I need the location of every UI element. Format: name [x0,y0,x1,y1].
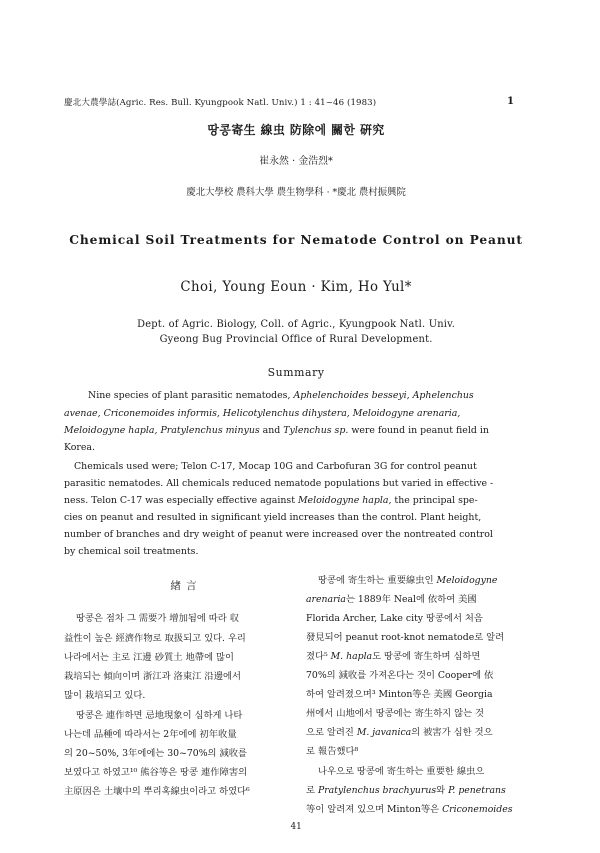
english-authors: Choi, Young Eoun · Kim, Ho Yul* [180,279,412,295]
species-name: Tylenchus sp. [283,425,349,436]
body-text: 졌다⁵ [306,651,331,662]
summary-line [64,408,460,419]
body-line: 의 20~50%, 3年에에는 30~70%의 減收를 [64,748,248,759]
species-name: Aphelenchoides besseyi, Aphelenchus [293,390,474,401]
body-text: 도 땅콩에 寄生하며 심하면 [372,651,481,662]
body-line: 땅콩은 連作하면 忌地現象이 심하게 나타 [76,710,243,721]
body-text: 의 被害가 심한 것으 [411,727,493,738]
summary-line: Korea. [64,442,95,453]
body-line [306,724,493,738]
species-name: P. penetrans [448,785,506,796]
body-line: 70%의 減收를 가져온다는 것이 Cooper에 依 [306,670,494,681]
affiliation-line-2: Gyeong Bug Provincial Office of Rural Development. [159,334,433,345]
summary-text: ness. Telon C-17 was especially effective against [64,495,298,506]
species-name: Pratylenchus brachyurus [317,785,437,796]
species-name: M. javanica [356,727,412,738]
introduction-heading: 緖 言 [170,580,198,592]
body-line: 로 報告했다⁸ [306,746,359,757]
body-line [306,591,477,605]
body-line: 하여 알려졌으며³ Minton等은 美國 Georgia [306,689,493,700]
species-name: Meloidogyne hapla, Pratylenchus minyus [64,425,260,436]
body-line [306,648,480,662]
summary-line: cies on peanut and resulted in significant yield increases than the control. Plant height, [64,512,482,523]
body-text: 와 [436,785,449,796]
body-line: 나우으로 땅콩에 寄生하는 重要한 線虫으 [318,766,485,777]
body-line: 땅콩은 점차 그 需要가 增加됨에 따라 収 [76,613,240,624]
summary-text: and [259,425,284,436]
body-line: 보였다고 하였고¹⁰ 熊谷等은 땅콩 連作障害의 [64,767,248,778]
species-name: avenae, Criconemoides informis, Helicotylenchus dihystera, Meloidogyne arenaria, [64,408,461,419]
summary-line: Chemicals used were; Telon C-17, Mocap 10G and Carbofuran 3G for control peanut [74,461,477,472]
body-line: 栽培되는 傾向이며 浙江과 洛東江 沿邊에서 [64,671,241,682]
summary-line [88,390,474,401]
korean-authors: 崔永然 · 金浩烈* [259,156,333,167]
body-line: 나라에서는 主로 江邊 砂質土 地帶에 많이 [64,652,234,663]
summary-text: the principal spe- [391,495,478,506]
summary-line: parasitic nematodes. All chemicals reduced nematode populations but varied in effective - [64,478,494,489]
body-text: 로 [306,785,318,796]
body-text: 땅콩에 寄生하는 重要線虫인 [318,575,437,586]
body-line [318,572,497,586]
page-corner-number: 1 [507,96,514,107]
body-line [306,782,506,796]
body-line: 많이 栽培되고 있다. [64,690,146,701]
summary-heading: Summary [267,366,325,379]
korean-affiliation: 慶北大學校 農科大學 農生物學科 · *慶北 農村振興院 [186,187,406,198]
affiliation-line-1: Dept. of Agric. Biology, Coll. of Agric., Kyungpook Natl. Univ. [137,319,456,330]
summary-line [64,495,478,506]
summary-line: by chemical soil treatments. [64,546,199,557]
summary-line [64,425,489,436]
body-line: 發見되어 peanut root-knot nematode로 알려 [306,632,505,643]
summary-line: number of branches and dry weight of peanut were increased over the nontreated control [64,529,493,540]
body-line: 州에서 山地에서 땅콩에는 寄生하지 않는 것 [306,708,485,719]
species-name: Meloidogyne hapla, [297,495,392,506]
body-text: 으로 알려진 [306,727,357,738]
species-name: arenaria [306,594,346,605]
summary-text: were found in peanut field in [348,425,489,436]
english-title: Chemical Soil Treatments for Nematode Control on Peanut [69,232,523,247]
species-name: Criconemoides [442,804,513,815]
body-text: 는 1889年 Neal에 依하여 美國 [345,594,477,605]
journal-citation: 慶北大農學誌(Agric. Res. Bull. Kyungpook Natl. Univ.) 1 : 41~46 (1983) [64,98,377,108]
summary-text: Nine species of plant parasitic nematodes, [88,390,294,401]
body-line: 益性이 높은 經濟作物로 取扱되고 있다. 우리 [64,633,246,644]
species-name: M. hapla [330,651,373,662]
korean-title: 땅콩寄生 線虫 防除에 關한 硏究 [207,123,385,137]
page-number: 41 [290,822,302,832]
body-line [306,801,513,815]
body-line: Florida Archer, Lake city 땅콩에서 처음 [306,613,483,624]
body-line: 主原因은 土壤中의 뿌리혹線虫이라고 하였다⁶ [64,786,250,797]
species-name: Meloidogyne [436,575,498,586]
body-line: 나는데 品種에 따라서는 2年에에 初年收量 [64,729,237,740]
body-text: 等이 알려져 있으며 Minton等은 [306,804,443,815]
